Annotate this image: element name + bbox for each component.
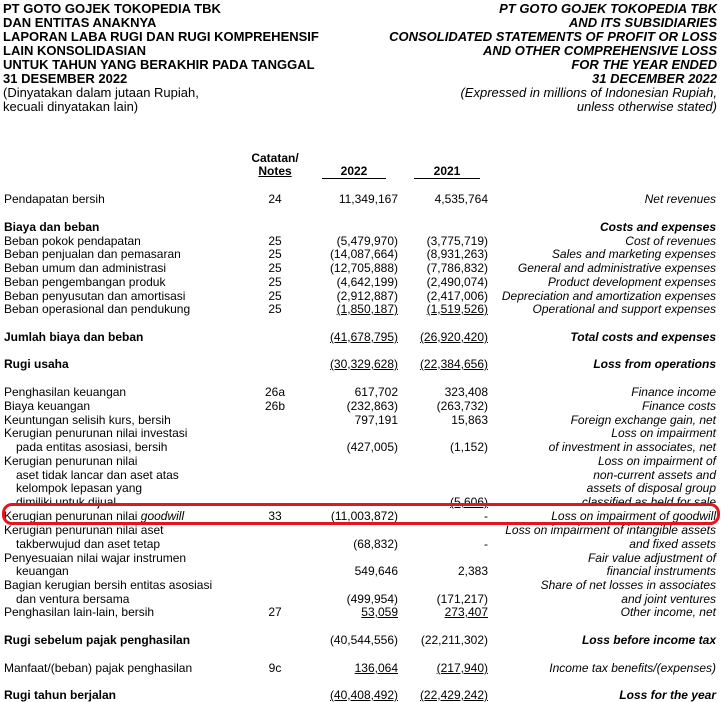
row-value-2022: (40,408,492) xyxy=(329,688,398,702)
row-label-id: Beban pokok pendapatan xyxy=(4,234,141,248)
row-label-en: assets of disposal group xyxy=(586,481,716,495)
row-value-2021: 4,535,764 xyxy=(434,192,488,206)
row-label-id: pada entitas asosiasi, bersih xyxy=(16,440,168,454)
table-row xyxy=(0,302,722,316)
row-value-2021: 323,408 xyxy=(444,385,488,399)
row-note: 27 xyxy=(268,605,282,619)
row-value-2021: (7,786,832) xyxy=(426,261,488,275)
table-row xyxy=(0,247,722,261)
table-row xyxy=(0,523,722,537)
row-value-2022: (68,832) xyxy=(353,537,398,551)
table-row xyxy=(0,688,722,702)
row-label-id: dan ventura bersama xyxy=(16,592,130,606)
table-row xyxy=(0,426,722,440)
row-label-en: Income tax benefits/(expenses) xyxy=(549,661,716,675)
row-label-en: Product development expenses xyxy=(547,275,716,289)
row-label-id: Penyesuaian nilai wajar instrumen xyxy=(4,551,187,565)
row-value-2022: (427,005) xyxy=(346,440,398,454)
row-label-id: Keuntungan selisih kurs, bersih xyxy=(4,413,171,427)
row-value-2021: (171,217) xyxy=(436,592,488,606)
row-label-en: financial instruments xyxy=(606,564,716,578)
table-row xyxy=(0,234,722,248)
table-row xyxy=(0,564,722,578)
row-label-id: Rugi usaha xyxy=(4,357,69,371)
table-row xyxy=(0,330,722,344)
date-en: 31 DECEMBER 2022 xyxy=(592,71,717,86)
row-label-id: Beban penyusutan dan amortisasi xyxy=(4,289,186,303)
row-label-en: Operational and support expenses xyxy=(532,302,716,316)
row-label-id: Kerugian penurunan nilai aset xyxy=(4,523,164,537)
row-label-id: Kerugian penurunan nilai xyxy=(4,454,138,468)
currency-note-en-1: (Expressed in millions of Indonesian Rupiah, xyxy=(460,85,717,100)
row-value-2021: (22,429,242) xyxy=(419,688,488,702)
header-english xyxy=(389,2,717,114)
column-header-notes-id: Catatan/ xyxy=(251,151,299,165)
currency-note-id-2: kecuali dinyatakan lain) xyxy=(3,99,139,114)
row-label-en: Loss on impairment of goodwill xyxy=(551,509,716,523)
row-label-id: Penghasilan lain-lain, bersih xyxy=(4,605,155,619)
statement-title-en-2: AND OTHER COMPREHENSIVE LOSS xyxy=(482,43,717,58)
row-label-en: Foreign exchange gain, net xyxy=(570,413,716,427)
row-label-en: and joint ventures xyxy=(621,592,716,606)
row-note: 25 xyxy=(268,234,282,248)
row-note: 9c xyxy=(268,661,282,675)
table-row xyxy=(0,633,722,647)
row-value-2021: (26,920,420) xyxy=(419,330,488,344)
table-row xyxy=(0,440,722,454)
row-value-2021: 15,863 xyxy=(451,413,488,427)
row-label-id: Bagian kerugian bersih entitas asosiasi xyxy=(4,578,213,592)
row-label-id: Kerugian penurunan nilai investasi xyxy=(4,426,188,440)
row-value-2022: (14,087,664) xyxy=(329,247,398,261)
statement-title-id-2: LAIN KONSOLIDASIAN xyxy=(3,43,146,58)
row-label-en: Finance costs xyxy=(641,399,716,413)
date-id: 31 DESEMBER 2022 xyxy=(3,71,128,86)
statement-title-id-1: LAPORAN LABA RUGI DAN RUGI KOMPREHENSIF xyxy=(3,29,319,44)
row-value-2022: (12,705,888) xyxy=(329,261,398,275)
row-value-2022: (2,912,887) xyxy=(336,289,398,303)
row-label-en: Total costs and expenses xyxy=(570,330,716,344)
subsidiaries-id: DAN ENTITAS ANAKNYA xyxy=(3,15,157,30)
row-value-2021: - xyxy=(484,509,488,523)
row-label-en: Loss on impairment of xyxy=(597,454,716,468)
row-label-id: Biaya dan beban xyxy=(4,220,100,234)
row-value-2021: (2,417,006) xyxy=(426,289,488,303)
row-value-2021: (3,775,719) xyxy=(426,234,488,248)
row-label-id: Penghasilan keuangan xyxy=(4,385,127,399)
company-name-en: PT GOTO GOJEK TOKOPEDIA TBK xyxy=(499,1,717,16)
row-label-id: Rugi sebelum pajak penghasilan xyxy=(4,633,191,647)
row-value-2021: - xyxy=(484,537,488,551)
row-label-en: Loss for the year xyxy=(619,688,716,702)
row-value-2021: (1,519,526) xyxy=(426,302,488,316)
table-row xyxy=(0,357,722,371)
row-label-id: takberwujud dan aset tetap xyxy=(16,537,161,551)
column-header-notes-en: Notes xyxy=(258,164,292,178)
highlight-annotation xyxy=(2,503,720,525)
row-label-en: Net revenues xyxy=(644,192,716,206)
row-value-2021: (8,931,263) xyxy=(426,247,488,261)
row-value-2022: (40,544,556) xyxy=(329,633,398,647)
row-value-2022: 549,646 xyxy=(354,564,398,578)
table-row xyxy=(0,399,722,413)
row-value-2021: 273,407 xyxy=(444,605,488,619)
row-label-id: Manfaat/(beban) pajak penghasilan xyxy=(4,661,193,675)
row-label-id: Beban penjualan dan pemasaran xyxy=(4,247,181,261)
currency-note-id-1: (Dinyatakan dalam jutaan Rupiah, xyxy=(3,85,199,100)
header-indonesian xyxy=(3,2,319,114)
row-label-id: Beban pengembangan produk xyxy=(4,275,166,289)
row-note: 26a xyxy=(264,385,286,399)
row-value-2021: (22,384,656) xyxy=(419,357,488,371)
row-label-en: classified as held for sale xyxy=(581,495,716,509)
period-en: FOR THE YEAR ENDED xyxy=(571,57,717,72)
row-value-2022: 617,702 xyxy=(354,385,398,399)
period-id: UNTUK TAHUN YANG BERAKHIR PADA TANGGAL xyxy=(3,57,315,72)
table-row xyxy=(0,592,722,606)
row-label-en: Sales and marketing expenses xyxy=(551,247,716,261)
row-label-en: of investment in associates, net xyxy=(548,440,716,454)
row-label-id: dimiliki untuk dijual xyxy=(16,495,117,509)
row-value-2021: (2,490,074) xyxy=(426,275,488,289)
row-value-2021: (1,152) xyxy=(449,440,488,454)
row-label-en: Finance income xyxy=(631,385,716,399)
row-label-en: Cost of revenues xyxy=(625,234,716,248)
row-value-2021: (217,940) xyxy=(436,661,488,675)
table-row xyxy=(0,275,722,289)
row-label-id: Rugi tahun berjalan xyxy=(4,688,117,702)
table-row xyxy=(0,661,722,675)
row-value-2022: (232,863) xyxy=(346,399,398,413)
row-label-id: aset tidak lancar dan aset atas xyxy=(16,468,179,482)
table-row xyxy=(0,605,722,619)
column-header-2022: 2022 xyxy=(322,165,386,179)
table-row xyxy=(0,261,722,275)
row-note: 25 xyxy=(268,261,282,275)
table-row xyxy=(0,385,722,399)
row-value-2022: (11,003,872) xyxy=(330,509,398,523)
row-note: 33 xyxy=(268,509,282,523)
row-value-2022: (41,678,795) xyxy=(329,330,398,344)
row-note: 25 xyxy=(268,302,282,316)
row-label-id: Biaya keuangan xyxy=(4,399,91,413)
row-label-id: Beban operasional dan pendukung xyxy=(4,302,191,316)
row-label-en: Loss before income tax xyxy=(581,633,716,647)
table-row xyxy=(0,537,722,551)
table-row xyxy=(0,468,722,482)
row-value-2022: (4,642,199) xyxy=(336,275,398,289)
row-note: 25 xyxy=(268,289,282,303)
row-value-2021: 2,383 xyxy=(457,564,488,578)
row-label-id: Kerugian penurunan nilai goodwill xyxy=(4,509,185,523)
row-label-en: Share of net losses in associates xyxy=(540,578,716,592)
table-row xyxy=(0,192,722,206)
table-row xyxy=(0,481,722,495)
row-label-en: non-current assets and xyxy=(593,468,716,482)
row-note: 24 xyxy=(268,192,282,206)
row-value-2022: (30,329,628) xyxy=(329,357,398,371)
row-note: 26b xyxy=(264,399,286,413)
row-value-2022: 136,064 xyxy=(354,661,398,675)
row-value-2021: (22,211,302) xyxy=(420,633,488,647)
row-value-2022: (499,954) xyxy=(346,592,398,606)
row-value-2021: (263,732) xyxy=(436,399,488,413)
row-label-en: and fixed assets xyxy=(629,537,716,551)
row-label-en: Other income, net xyxy=(620,605,716,619)
row-value-2022: (5,479,970) xyxy=(336,234,398,248)
row-label-en: Loss from operations xyxy=(593,357,716,371)
row-label-id: Beban umum dan administrasi xyxy=(4,261,167,275)
row-label-en: Fair value adjustment of xyxy=(587,551,716,565)
table-row xyxy=(0,578,722,592)
company-name-id: PT GOTO GOJEK TOKOPEDIA TBK xyxy=(3,1,221,16)
row-label-en: General and administrative expenses xyxy=(517,261,716,275)
table-row xyxy=(0,413,722,427)
row-note: 25 xyxy=(268,275,282,289)
column-header-2021: 2021 xyxy=(414,165,480,179)
row-label-id: Jumlah biaya dan beban xyxy=(4,330,144,344)
row-value-2022: 53,059 xyxy=(361,605,398,619)
currency-note-en-2: unless otherwise stated) xyxy=(576,99,717,114)
row-label-id: keuangan xyxy=(16,564,69,578)
row-label-en: Depreciation and amortization expenses xyxy=(501,289,716,303)
table-row xyxy=(0,220,722,234)
row-label-en: Costs and expenses xyxy=(599,220,716,234)
column-header-notes xyxy=(246,152,304,178)
row-label-en: Loss on impairment of intangible assets xyxy=(505,523,716,537)
table-row xyxy=(0,551,722,565)
table-row xyxy=(0,454,722,468)
row-note: 25 xyxy=(268,247,282,261)
row-label-id: kelompok lepasan yang xyxy=(16,481,143,495)
row-value-2022: (1,850,187) xyxy=(336,302,398,316)
statement-title-en-1: CONSOLIDATED STATEMENTS OF PROFIT OR LOSS xyxy=(389,29,717,44)
row-label-en: Loss on impairment xyxy=(611,426,716,440)
row-value-2022: 11,349,167 xyxy=(338,192,398,206)
row-label-id: Pendapatan bersih xyxy=(4,192,105,206)
row-value-2022: 797,191 xyxy=(354,413,398,427)
table-row xyxy=(0,289,722,303)
subsidiaries-en: AND ITS SUBSIDIARIES xyxy=(568,15,717,30)
row-value-2021: (5,606) xyxy=(449,495,488,509)
